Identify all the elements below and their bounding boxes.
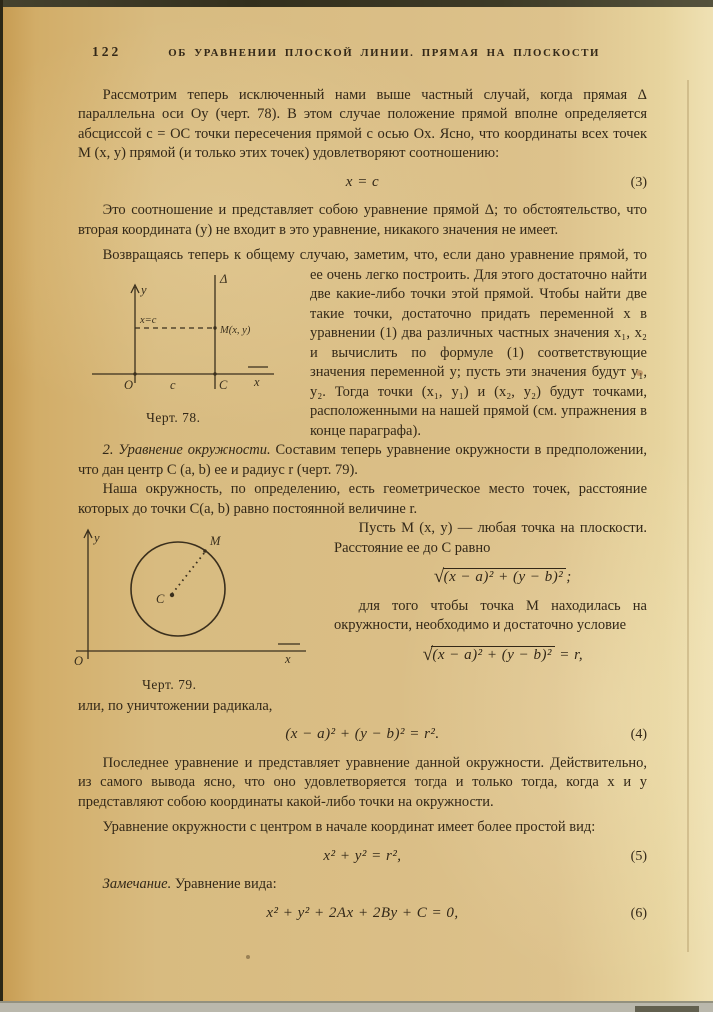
scan-edge-left xyxy=(0,0,3,1012)
paragraph-remark xyxy=(78,875,647,895)
equation-3-number: (3) xyxy=(630,174,647,190)
scan-edge-bottom xyxy=(0,1001,713,1012)
section-2-heading: 2. Уравнение окружности. xyxy=(102,442,271,458)
fig78-label-c: c xyxy=(170,377,176,392)
figure-79-caption: Черт. 79. xyxy=(142,677,197,692)
equation-4-number: (4) xyxy=(630,727,647,742)
equation-6 xyxy=(78,904,647,924)
fig78-origin-point xyxy=(133,372,136,375)
paragraph-origin-center: Уравнение окружности с центром в начале координат имеет более простой вид: xyxy=(102,819,596,835)
equation-6-body: x² + y² + 2Ax + 2By + C = 0, xyxy=(266,904,459,921)
equation-distance-tail: ; xyxy=(566,569,572,585)
fig79-label-M: M xyxy=(210,534,221,548)
fig78-label-C: C xyxy=(219,377,228,392)
fig79-label-C: C xyxy=(156,592,165,606)
paragraph-condition: для того чтобы точка M находилась на окружности, необходимо и достаточно условие xyxy=(334,597,647,633)
fig79-label-y: y xyxy=(94,531,100,545)
fig79-label-O: O xyxy=(74,654,84,668)
paragraph-section-2 xyxy=(78,441,647,480)
radical-condition xyxy=(422,643,555,665)
running-title: ОБ УРАВНЕНИИ ПЛОСКОЙ ЛИНИИ. ПРЯМАЯ НА ПЛОСКОСТИ xyxy=(168,47,601,59)
equation-6-number: (6) xyxy=(630,905,647,921)
equation-4 xyxy=(78,725,647,745)
section-circle-block xyxy=(74,519,647,692)
paper-speck xyxy=(246,955,250,959)
equation-3 xyxy=(78,173,647,193)
fig79-center-point xyxy=(170,593,174,597)
fig79-circle xyxy=(131,542,225,636)
fig78-label-M: M(x, y) xyxy=(220,324,251,336)
figure-78 xyxy=(78,270,290,428)
scan-edge-top xyxy=(0,0,713,7)
radical-sign: √ xyxy=(433,566,445,587)
equation-5 xyxy=(78,847,647,867)
figure-78-drawing xyxy=(78,270,290,404)
paragraph-distance: Пусть M (x, y) — любая точка на плоскости. Расстояние ее до C равно xyxy=(334,520,647,556)
paragraph-definition: Наша окружность, по определению, есть геометрическое место точек, расстояние которых до точки C(a, b) равно постоянной величине r. xyxy=(78,481,647,517)
paragraph-construction-continued: две какие-либо точки этой прямой. Чтобы найти две такие точки, достаточно придать переменной x в уравнении (1) два различных частных значения x₁, x₂ и вычислить по формуле (1) соответствующие значения переменной y; пусть эти значения будут y₁, y₂. Тогда точки (x₁, y₁) и (x₂, y₂) будут точками, расположенными на нашей прямой (см. упражнения в конце параграфа). xyxy=(310,286,647,439)
equation-condition xyxy=(78,645,647,666)
remark-text: Уравнение вида: xyxy=(171,876,277,892)
equation-4-body: (x − a)² + (y − b)² = r². xyxy=(285,726,440,742)
radical-body: (x − a)² + (y − b)² xyxy=(431,646,555,663)
radical-sign: √ xyxy=(422,643,434,665)
fig78-label-y: y xyxy=(141,282,147,297)
fig79-label-x: x xyxy=(285,652,291,666)
remark-heading: Замечание. xyxy=(102,876,172,892)
fig78-point-M xyxy=(213,326,216,329)
paragraph-radical-removed: или, по уничтожении радикала, xyxy=(78,697,273,714)
scan-edge-tab xyxy=(635,1006,699,1012)
equation-5-number: (5) xyxy=(630,848,647,864)
fig78-point-C xyxy=(213,372,216,375)
paragraph-last-equation: Последнее уравнение и представляет уравнение данной окружности. Действительно, из самого вывода ясно, что оно удовлетворяется тогда и только тогда, когда x и y представляют собою координаты какой-либо точки на окружности. xyxy=(78,754,647,810)
equation-5-body: x² + y² = r², xyxy=(323,847,402,864)
fig79-point-M xyxy=(203,549,207,553)
paragraph-special-case: Рассмотрим теперь исключенный нами выше частный случай, когда прямая Δ параллельна оси Oy (черт. 78). В этом случае положение прямой вполне определяется абсциссой c = OC точки пересечения прямой с осью Ox. Ясно, что координаты всех точек M (x, y) прямой (и только этих точек) удовлетворяют соотношению: xyxy=(78,86,647,161)
equation-3-body: x = c xyxy=(345,173,380,190)
section-2-text: Составим теперь уравнение окружности в предположении, что дан центр C (a, b) ее и радиус r (черт. 79). xyxy=(78,442,647,478)
figure-78-caption: Черт. 78. xyxy=(146,409,201,425)
paragraph-construction xyxy=(78,246,647,441)
page-number: 122 xyxy=(92,44,122,59)
radical-distance xyxy=(433,566,566,587)
fig78-label-delta: Δ xyxy=(220,271,228,286)
fig78-label-x: x xyxy=(254,374,260,389)
paragraph-relation: Это соотношение и представляет собою уравнение прямой Δ; то обстоятельство, что вторая координата (y) не входит в это уравнение, никакого значения не имеет. xyxy=(78,202,647,238)
figure-79 xyxy=(66,521,318,695)
paragraph-construction-start: Возвращаясь теперь к общему случаю, заметим, что, если дано уравнение прямой, то ее очень легко построить. Для этого достаточно найти xyxy=(102,247,647,283)
equation-distance xyxy=(78,567,647,588)
fig78-label-O: O xyxy=(124,377,134,392)
page-header xyxy=(78,42,647,64)
radical-body: (x − a)² + (y − b)² xyxy=(443,568,567,585)
fig78-label-x-equals-c: x=c xyxy=(140,314,157,326)
equation-condition-tail: = r, xyxy=(555,646,584,663)
